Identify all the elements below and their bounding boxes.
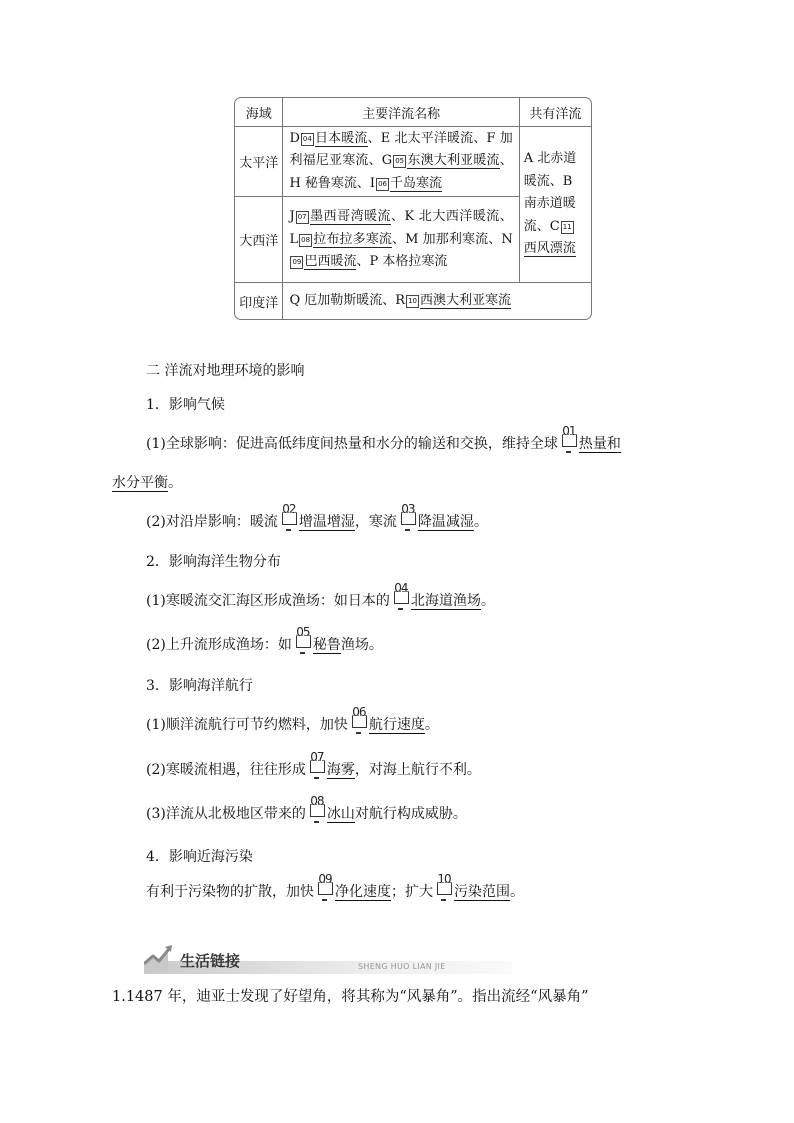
line-text: 1．影响气候 [146, 397, 225, 413]
blank-box-icon [310, 804, 325, 817]
text-line [146, 847, 253, 867]
sea-name: 太平洋 [235, 127, 283, 197]
blank-box-icon [282, 512, 297, 525]
blank-number-box: 10 [406, 295, 419, 308]
line-text: (1)顺洋流航行可节约燃料，加快 [146, 717, 348, 733]
text-line [146, 676, 253, 696]
text-line [146, 625, 383, 655]
line-text: 3．影响海洋航行 [146, 678, 253, 694]
text-line [146, 794, 467, 824]
sea-name: 印度洋 [235, 283, 283, 319]
line-text: (2)上升流形成渔场：如 [146, 637, 292, 653]
currents-cell [283, 197, 519, 283]
cell-text: A 北赤道暖流、B 南赤道暖流、C [523, 151, 577, 234]
line-text: 2．影响海洋生物分布 [146, 554, 281, 570]
ocean-current-table [234, 97, 592, 320]
emphasis-dot-icon [356, 732, 361, 734]
answer-text: 拉布拉多寒流 [313, 231, 392, 247]
cell-text: 、K 北大西洋暖流、L [289, 209, 513, 247]
blank-box-icon [437, 882, 452, 895]
answer-text: 净化速度 [335, 884, 391, 900]
header-shared-currents: 共有洋流 [519, 98, 591, 127]
line-text: 。 [168, 475, 182, 491]
text-line [146, 552, 281, 572]
answer-text: 北海道渔场 [410, 593, 481, 609]
emphasis-dot-icon [398, 608, 403, 610]
header-sea: 海域 [235, 98, 283, 127]
line-text: (3)洋流从北极地区带来的 [146, 806, 306, 822]
cell-text: D [289, 130, 300, 146]
answer-text: 热量和 [578, 436, 621, 452]
blank-number-box: 07 [296, 211, 309, 224]
emphasis-dot-icon [300, 652, 305, 654]
answer-text: 水分平衡 [112, 475, 168, 491]
blank-number-box: 09 [290, 256, 303, 269]
blank-number-badge [309, 750, 325, 776]
blank-number-box: 04 [301, 133, 314, 146]
line-text: ，寒流 [354, 514, 397, 530]
line-text: 对航行构成威胁。 [354, 806, 467, 822]
table-row [235, 283, 591, 319]
cell-text: 、P 本格拉寒流 [356, 254, 448, 270]
currents-cell [283, 283, 591, 319]
line-text: ，对海上航行不利。 [354, 762, 481, 778]
text-line [146, 581, 495, 611]
line-text: (2)寒暖流相遇，往往形成 [146, 762, 306, 778]
question-line: 1.1487 年，迪亚士发现了好望角，将其称为“风暴角”。指出流经“风暴角” [112, 989, 589, 1005]
cell-text: 、E 北太平洋暖流、F 加利福尼亚寒流、G [289, 130, 513, 169]
line-text: 。 [480, 593, 495, 609]
text-line [112, 473, 182, 493]
blank-number-badge [351, 705, 367, 731]
answer-text: 增温增湿 [298, 514, 355, 530]
blank-number: 01 [562, 424, 576, 438]
blank-box-icon [296, 635, 311, 648]
cell-text: 、H 秘鲁寒流、I [289, 153, 513, 191]
blank-number-badge [400, 502, 416, 528]
answer-text: 海雾 [326, 762, 355, 778]
table-row [235, 127, 591, 197]
shared-currents-cell [519, 127, 591, 283]
emphasis-dot-icon [322, 899, 327, 901]
answer-text: 航行速度 [368, 717, 425, 733]
line-text: 渔场。 [340, 637, 383, 653]
text-line [146, 502, 488, 532]
blank-number-box: 11 [561, 221, 574, 234]
text-line [146, 424, 621, 454]
section-title: 二 洋流对地理环境的影响 [146, 363, 305, 379]
blank-box-icon [401, 512, 416, 525]
emphasis-dot-icon [286, 529, 291, 531]
blank-number-badge [317, 872, 333, 898]
blank-number-badge [561, 424, 577, 450]
text-line [146, 705, 439, 735]
answer-text: 东澳大利亚暖流 [407, 153, 500, 169]
banner-subtitle: SHENG HUO LIAN JIE [358, 962, 446, 971]
text-line [146, 750, 481, 780]
blank-number-badge [436, 872, 452, 898]
emphasis-dot-icon [405, 529, 410, 531]
line-text: 4．影响近海污染 [146, 849, 253, 865]
line-text: (2)对沿岸影响：暖流 [146, 514, 278, 530]
answer-text: 降温减湿 [417, 514, 474, 530]
answer-text: 污染范围 [454, 884, 510, 900]
cell-text: Q 厄加勒斯暖流、R [289, 292, 406, 308]
trend-chart-icon [144, 944, 174, 972]
blank-number-badge [393, 581, 409, 607]
answer-text: 西澳大利亚寒流 [420, 292, 512, 308]
answer-text: 千岛寒流 [390, 175, 443, 191]
table-header-row [235, 98, 591, 127]
emphasis-dot-icon [314, 777, 319, 779]
blank-number-badge [295, 625, 311, 651]
blank-number-box: 06 [376, 178, 389, 191]
answer-text: 日本暖流 [314, 130, 368, 146]
blank-number-box: 08 [299, 234, 312, 247]
blank-number-box: 05 [393, 155, 406, 168]
emphasis-dot-icon [441, 899, 446, 901]
blank-number: 03 [401, 502, 415, 516]
cell-text: J [289, 209, 295, 225]
blank-box-icon [562, 434, 577, 447]
blank-number: 09 [318, 872, 332, 886]
currents-cell [283, 127, 519, 197]
emphasis-dot-icon [566, 451, 571, 453]
line-text: 。 [424, 717, 439, 733]
answer-text: 巴西暖流 [304, 254, 357, 270]
answer-text: 墨西哥湾暖流 [309, 209, 392, 225]
line-text: 有利于污染物的扩散，加快 [146, 884, 314, 900]
sea-name: 大西洋 [235, 197, 283, 283]
emphasis-dot-icon [314, 821, 319, 823]
text-line [146, 395, 225, 415]
blank-box-icon [394, 591, 409, 604]
blank-box-icon [310, 760, 325, 773]
blank-number: 07 [310, 750, 324, 764]
answer-text: 西风漂流 [523, 241, 576, 257]
life-link-banner [144, 944, 512, 974]
line-text: ；扩大 [391, 884, 433, 900]
cell-text: 、M 加那利寒流、N [391, 231, 513, 247]
blank-number-badge [281, 502, 297, 528]
line-text: 。 [510, 884, 524, 900]
blank-number: 10 [437, 872, 451, 886]
blank-number: 08 [310, 794, 324, 808]
blank-number: 02 [282, 502, 296, 516]
answer-text: 秘鲁 [312, 637, 341, 653]
text-line [146, 872, 524, 902]
header-main-currents: 主要洋流名称 [283, 98, 519, 127]
blank-box-icon [352, 715, 367, 728]
answer-text: 冰山 [326, 806, 355, 822]
blank-number-badge [309, 794, 325, 820]
blank-number: 06 [352, 705, 366, 719]
line-text: 。 [473, 514, 488, 530]
blank-number: 04 [394, 581, 408, 595]
blank-box-icon [318, 882, 333, 895]
blank-number: 05 [296, 625, 310, 639]
line-text: (1)寒暖流交汇海区形成渔场：如日本的 [146, 593, 390, 609]
banner-title: 生活链接 [180, 952, 241, 970]
line-text: (1)全球影响：促进高低纬度间热量和水分的输送和交换，维持全球 [146, 436, 558, 452]
